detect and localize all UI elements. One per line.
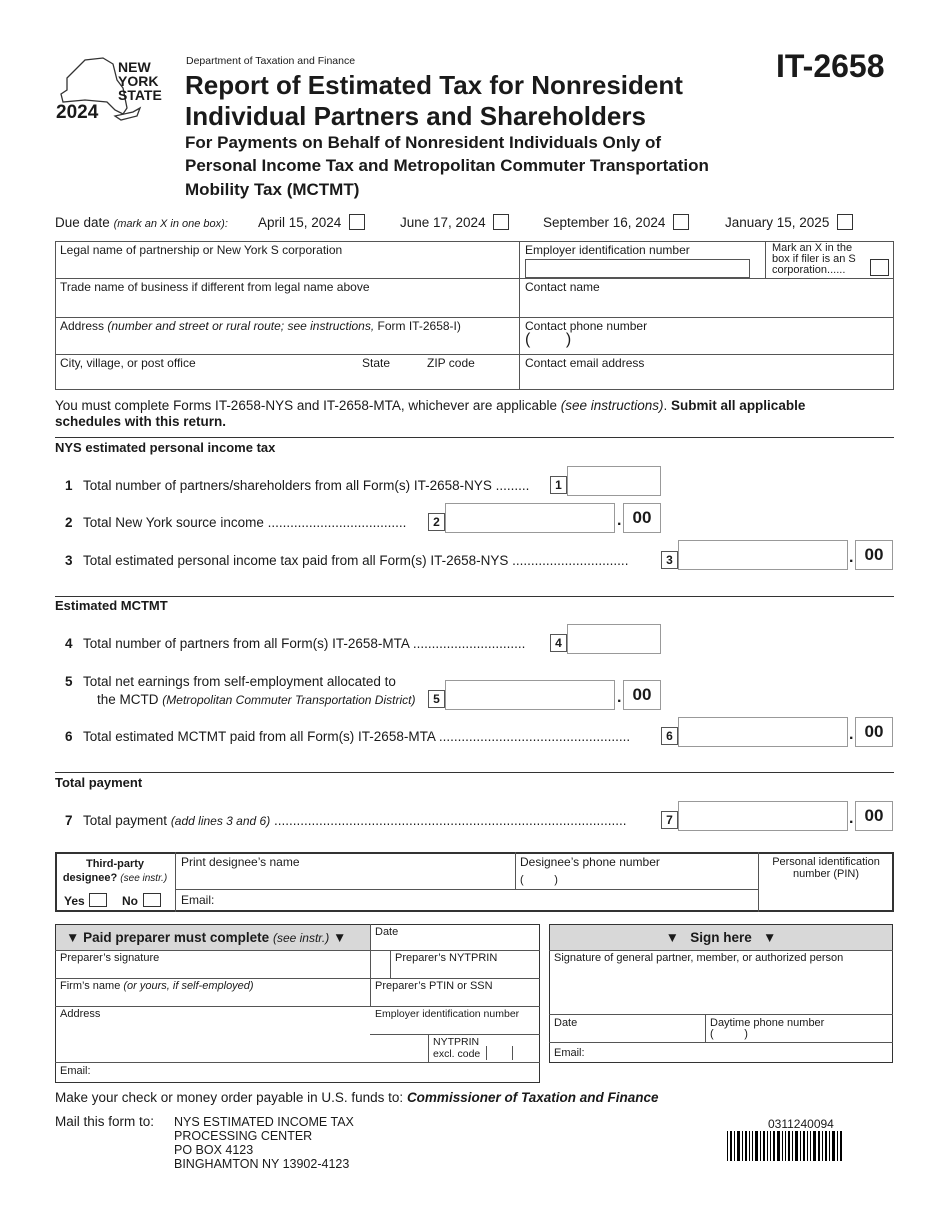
due-date-option-label: September 16, 2024 [543, 215, 666, 230]
line5-text1: Total net earnings from self-employment allocated to [83, 674, 396, 689]
firm-name-label: Firm’s name [60, 980, 121, 992]
due-date-hint: (mark an X in one box): [113, 218, 228, 230]
ein-label: Employer identification number [525, 243, 690, 257]
sign-email-label: Email: [554, 1047, 585, 1059]
preparer-header-end: ▼ [332, 930, 347, 945]
preparer-ein-label: Employer identification number [375, 1008, 520, 1020]
nys-logo [55, 50, 170, 125]
preparer-date-field[interactable] [372, 938, 538, 949]
preparer-ein-field[interactable] [372, 1020, 538, 1033]
form-year: 2024 [56, 102, 99, 123]
line2-tag: 2 [428, 513, 445, 531]
form-subtitle-line2: Personal Income Tax and Metropolitan Commuter Transportation [185, 156, 709, 175]
sign-signature-label: Signature of general partner, member, or authorized person [554, 952, 844, 964]
line6-number: 6 [65, 729, 73, 744]
barcode [727, 1131, 887, 1161]
line6-cents: 00 [855, 717, 893, 747]
section-total-heading: Total payment [55, 775, 143, 790]
line4-tag: 4 [550, 634, 567, 652]
contact-email-label: Contact email address [525, 356, 645, 370]
designee-email-field[interactable] [220, 891, 756, 910]
city-label: City, village, or post office [60, 356, 196, 370]
firm-name-hint: (or yours, if self-employed) [123, 980, 254, 992]
s-corp-checkbox[interactable] [870, 259, 889, 276]
contact-email-field[interactable] [522, 371, 892, 389]
designee-no-label: No [122, 894, 138, 908]
line5-number: 5 [65, 674, 73, 689]
form-subtitle-line3: Mobility Tax (MCTMT) [185, 180, 360, 199]
firm-name-field[interactable] [57, 992, 368, 1005]
line7-cents: 00 [855, 801, 893, 831]
form-title-line1: Report of Estimated Tax for Nonresident [185, 70, 683, 100]
form-title-line2: Individual Partners and Shareholders [185, 101, 646, 131]
designee-email-label: Email: [181, 893, 215, 907]
address-form-ref: Form IT-2658-I) [377, 319, 461, 333]
preparer-header-text: ▼ Paid preparer must complete [66, 930, 270, 945]
sign-phone-label: Daytime phone number [710, 1017, 825, 1029]
s-corp-label: Mark an X in the box if filer is an S corporation...... [772, 242, 856, 276]
line2-field[interactable] [445, 503, 615, 533]
trade-name-label: Trade name of business if different from legal name above [60, 280, 370, 294]
line2-text: Total New York source income ..................................... [83, 515, 407, 530]
sign-phone-parens: ( ) [710, 1028, 748, 1040]
nytprin-excl-field[interactable] [488, 1046, 538, 1060]
line6-tag: 6 [661, 727, 678, 745]
line1-number: 1 [65, 478, 73, 493]
line7-italic: (add lines 3 and 6) [170, 814, 271, 828]
line6-decimal: . [849, 726, 854, 743]
preparer-header-row [66, 930, 346, 945]
due-date-checkbox[interactable] [493, 214, 509, 230]
designee-phone-parens: ( ) [520, 874, 558, 886]
nytprin-excl-label2: excl. code [433, 1048, 481, 1060]
instructions-italic: (see instructions) [560, 398, 664, 413]
line4-field[interactable] [567, 624, 661, 654]
line3-text: Total estimated personal income tax paid from all Form(s) IT-2658-NYS ............................... [83, 553, 629, 568]
mail-line: PROCESSING CENTER [174, 1129, 313, 1143]
line1-tag: 1 [550, 476, 567, 494]
preparer-email-field[interactable] [95, 1064, 538, 1081]
sign-phone-field[interactable] [707, 1029, 891, 1041]
instructions-part1: You must complete Forms IT-2658-NYS and IT-2658-MTA, whichever are applicable [55, 398, 561, 413]
instructions-bold: Submit all applicable schedules with this return. [55, 398, 806, 429]
zip-field[interactable] [424, 371, 516, 389]
line3-number: 3 [65, 553, 73, 568]
designee-yes-checkbox[interactable] [89, 893, 107, 907]
preparer-address-label: Address [60, 1008, 101, 1020]
due-date-option-label: April 15, 2024 [258, 215, 342, 230]
due-date-option-label: June 17, 2024 [400, 215, 486, 230]
due-date-option-2[interactable] [400, 214, 509, 230]
due-date-option-3[interactable] [543, 214, 689, 230]
designee-name-field[interactable] [177, 870, 513, 888]
line5-text2-italic: (Metropolitan Commuter Transportation District) [162, 693, 416, 707]
preparer-signature-field[interactable] [57, 964, 387, 977]
sign-date-label: Date [554, 1017, 578, 1029]
line7-decimal: . [849, 810, 854, 827]
state-label: State [362, 356, 391, 370]
preparer-ptin-label: Preparer’s PTIN or SSN [375, 980, 493, 992]
preparer-nytprin-field[interactable] [392, 964, 538, 977]
due-date-checkbox[interactable] [349, 214, 365, 230]
designee-no-checkbox[interactable] [143, 893, 161, 907]
address-label-row [60, 319, 461, 333]
mail-line: PO BOX 4123 [174, 1143, 254, 1157]
designee-phone-field[interactable] [517, 870, 757, 888]
city-field[interactable] [57, 371, 357, 389]
department-name: Department of Taxation and Finance [186, 55, 356, 67]
preparer-header-hint: (see instr.) [272, 931, 330, 945]
line5-text2-row [97, 692, 415, 707]
mail-line: BINGHAMTON NY 13902-4123 [174, 1157, 350, 1171]
line7-tag: 7 [661, 811, 678, 829]
line3-cents: 00 [855, 540, 893, 570]
address-label: Address [60, 319, 105, 333]
line6-field[interactable] [678, 717, 848, 747]
line5-decimal: . [617, 689, 622, 706]
line6-text: Total estimated MCTMT paid from all Form(s) IT-2658-MTA ................................................... [83, 729, 631, 744]
designee-title2-row [55, 872, 175, 884]
contact-phone-label: Contact phone number [525, 319, 648, 333]
line3-field[interactable] [678, 540, 848, 570]
designee-title: Third-party [85, 858, 145, 870]
mail-address [174, 1115, 354, 1171]
barcode-number: 0311240094 [768, 1117, 834, 1131]
ein-field[interactable] [525, 259, 750, 278]
sign-header-text: ▼ Sign here ▼ [665, 930, 777, 945]
logo-state: STATE [118, 87, 162, 103]
state-field[interactable] [360, 371, 420, 389]
payable-row [55, 1090, 658, 1105]
preparer-date-label: Date [375, 926, 399, 938]
firm-name-row [60, 980, 254, 992]
preparer-email-label: Email: [60, 1065, 91, 1077]
sign-signature-field[interactable] [551, 966, 891, 1012]
legal-name-field[interactable] [57, 258, 517, 277]
line7-text: Total payment [83, 813, 168, 828]
designee-title2: designee? [62, 872, 118, 884]
designee-yes-label: Yes [64, 894, 85, 908]
preparer-address-field[interactable] [57, 1020, 368, 1060]
logo-york: YORK [118, 73, 159, 89]
line3-decimal: . [849, 549, 854, 566]
preparer-signature-label: Preparer’s signature [60, 952, 160, 964]
line3-tag: 3 [661, 551, 678, 569]
contact-name-field[interactable] [522, 296, 892, 316]
line2-decimal: . [617, 512, 622, 529]
line7-text-row [83, 813, 627, 828]
line5-field[interactable] [445, 680, 615, 710]
address-hint: (number and street or rural route; see instructions, [107, 319, 375, 333]
sign-date-field[interactable] [551, 1029, 703, 1041]
contact-name-label: Contact name [525, 280, 600, 294]
logo-new: NEW [118, 59, 151, 75]
designee-pin-label: Personal identification number (PIN) [772, 856, 880, 880]
designee-phone-label: Designee’s phone number [520, 855, 660, 869]
designee-pin-field[interactable] [760, 882, 892, 910]
line5-cents: 00 [623, 680, 661, 710]
line5-tag: 5 [428, 690, 445, 708]
mail-label: Mail this form to: [55, 1114, 155, 1129]
form-subtitle-line1: For Payments on Behalf of Nonresident Individuals Only of [185, 133, 662, 152]
due-date-checkbox[interactable] [673, 214, 689, 230]
designee-name-label: Print designee’s name [181, 855, 300, 869]
legal-name-label: Legal name of partnership or New York S corporation [60, 243, 343, 257]
line5-text2: the MCTD [97, 692, 159, 707]
preparer-nytprin-label: Preparer’s NYTPRIN [395, 952, 498, 964]
line2-cents: 00 [623, 503, 661, 533]
contact-phone-field[interactable] [522, 334, 892, 353]
due-date-option-1[interactable] [258, 214, 365, 230]
section-nys-heading: NYS estimated personal income tax [55, 440, 276, 455]
due-date-checkbox[interactable] [837, 214, 853, 230]
line7-number: 7 [65, 813, 73, 828]
designee-hint: (see instr.) [120, 873, 168, 884]
line7-dots: .............................................................................................. [273, 813, 627, 828]
payable-text: Make your check or money order payable in U.S. funds to: [55, 1090, 407, 1105]
line1-field[interactable] [567, 466, 661, 496]
due-date-option-4[interactable] [725, 214, 853, 230]
line4-text: Total number of partners from all Form(s) IT-2658-MTA .............................. [83, 636, 526, 651]
trade-name-field[interactable] [57, 296, 517, 316]
line7-field[interactable] [678, 801, 848, 831]
form-number: IT-2658 [776, 48, 885, 84]
sign-email-field[interactable] [588, 1044, 891, 1061]
contact-phone-parens: ( ) [525, 331, 572, 348]
line2-number: 2 [65, 515, 73, 530]
zip-label: ZIP code [427, 356, 475, 370]
address-field[interactable] [57, 334, 517, 353]
payee-name: Commissioner of Taxation and Finance [406, 1090, 659, 1105]
instructions-text [55, 398, 855, 430]
section-mctmt-heading: Estimated MCTMT [55, 598, 168, 613]
instructions-part2: . [663, 398, 672, 413]
line1-text: Total number of partners/shareholders from all Form(s) IT-2658-NYS ......... [83, 478, 530, 493]
due-date-label: Due date [55, 215, 110, 230]
preparer-ptin-field[interactable] [372, 992, 538, 1005]
due-date-option-label: January 15, 2025 [725, 215, 830, 230]
line4-number: 4 [65, 636, 73, 651]
nytprin-excl-label1: NYTPRIN [433, 1036, 480, 1048]
mail-line: NYS ESTIMATED INCOME TAX [174, 1115, 354, 1129]
